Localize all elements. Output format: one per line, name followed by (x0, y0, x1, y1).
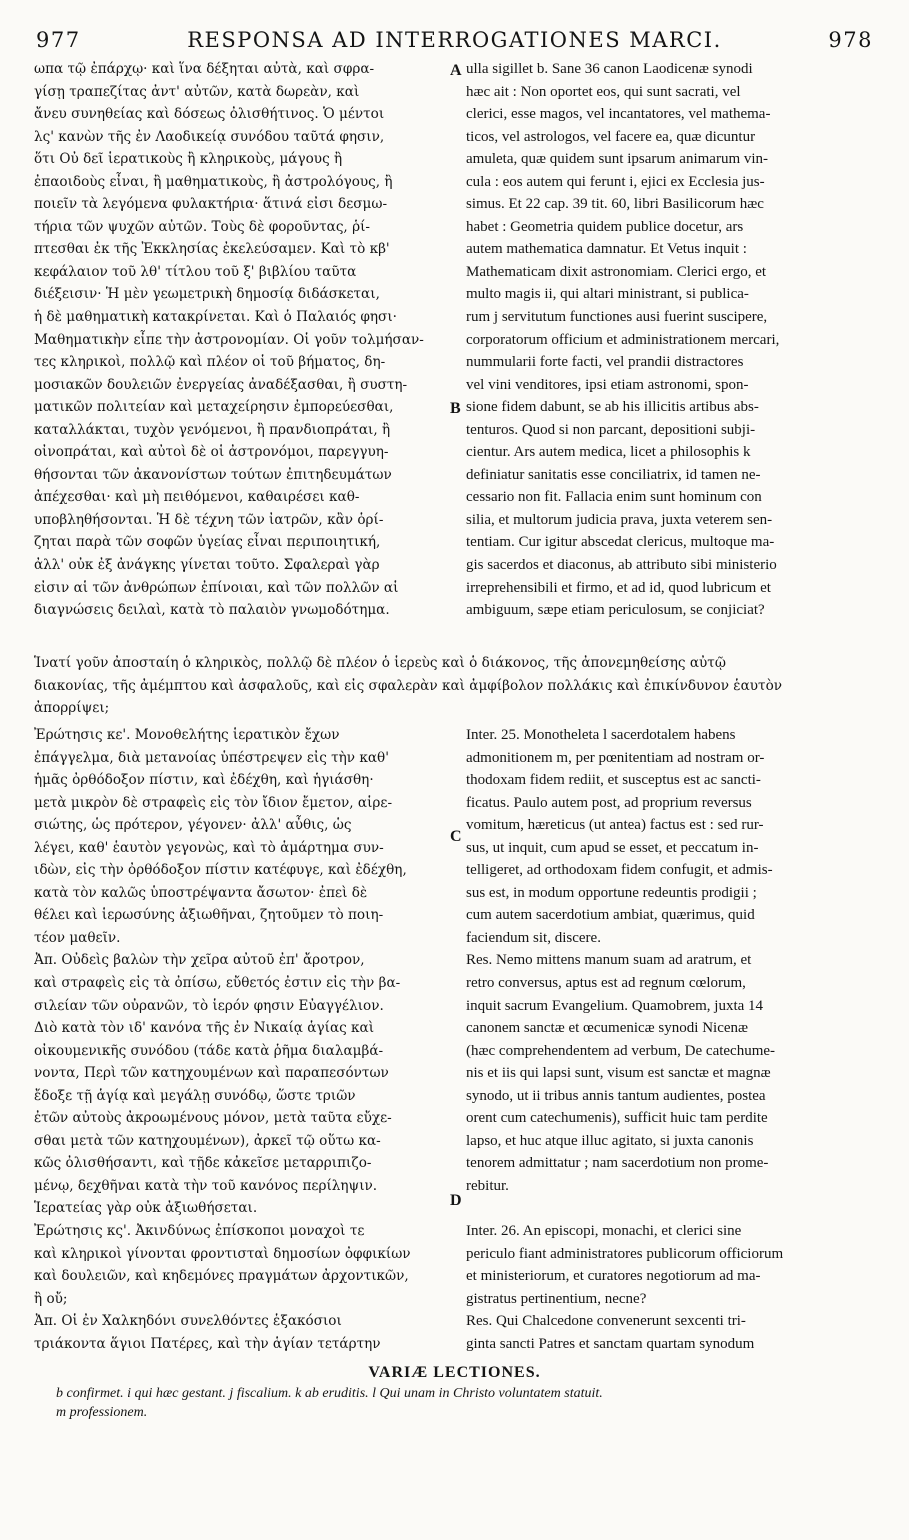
latin-text-line: canonem sanctæ et œcumenicæ synodi Nicenæ (466, 1020, 749, 1037)
variant-line: b confirmet. i qui hæc gestant. j fiscalium. k ab eruditis. l Qui unam in Christo voluntatem statuit. (56, 1386, 603, 1401)
latin-text-line: Inter. 25. Monotheleta l sacerdotalem habens (466, 727, 736, 743)
latin-text-line: inquit sacrum Evangelium. Quamobrem, juxta 14 (466, 997, 764, 1014)
greek-text-line: Ἱνατί γοῦν ἀποσταίη ὁ κληρικὸς, πολλῷ δὲ πλέον ὁ ἱερεὺς καὶ ὁ διάκονος, τῆς ἀπονεμηθείσης αὐτῷ (34, 655, 726, 671)
running-title: RESPONSA AD INTERROGATIONES MARCI. (187, 28, 722, 52)
greek-text-line: λς' κανὼν τῆς ἐν Λαοδικείᾳ συνόδου ταῦτά φησιν, (34, 128, 385, 145)
page-number-left: 977 (36, 28, 81, 52)
greek-text-line: σιώτης, ὡς πρότερον, γέγονεν· ἀλλ' αὖθις, ὡς (34, 817, 352, 834)
latin-text-line: simus. Et 22 cap. 39 tit. 60, libri Basilicorum hæc (466, 196, 764, 213)
greek-full-width-lines (34, 652, 878, 720)
greek-text-line: ἐπαοιδοὺς εἶναι, ἢ μαθηματικοὺς, ἢ ἀστρολόγους, ἢ (34, 173, 393, 190)
latin-text-line: cula : eos autem qui ferunt i, ejici ex Ecclesia jus- (466, 173, 765, 190)
latin-text-line: ficatus. Paulo autem post, ad proprium reversus (466, 794, 752, 811)
latin-text-line: lapso, et huc atque illuc agitato, si juxta canonis (466, 1132, 754, 1149)
greek-text-line: μοσιακῶν δουλειῶν ἐνεργείας ἀναδέξασθαι, ἢ συστη- (34, 376, 408, 393)
greek-text-line: Ἀπ. Οὐδεὶς βαλὼν τὴν χεῖρα αὐτοῦ ἐπ' ἄροτρον, (34, 952, 365, 969)
greek-text-line: ἐπάγγελμα, διὰ μετανοίας ὑπέστρεψεν εἰς τὴν καθ' (34, 749, 389, 766)
greek-text-line: γίσῃ τραπεζίτας ἀντ' αὐτῶν, κατὰ δωρεὰν, καὶ (34, 83, 360, 100)
latin-text-line: tenturos. Quod si non parcant, depositioni subji- (466, 421, 756, 438)
greek-text-line: ἀλλ' οὐκ ἐξ ἀνάγκης γίνεται τοῦτο. Σφαλεραὶ γὰρ (34, 557, 380, 574)
greek-text-line: ιδὼν, εἰς τὴν ὀρθόδοξον πίστιν κατέφυγε, καὶ ἐδέχθη, (34, 862, 407, 879)
latin-text-line: ulla sigillet b. Sane 36 canon Laodicenæ synodi (466, 61, 753, 77)
greek-column-top (34, 58, 450, 622)
latin-text-line: faciendum sit, discere. (466, 929, 601, 946)
greek-text-line: ἢ οὔ; (34, 1290, 68, 1307)
latin-text-line: telligeret, ad orthodoxam fidem confugit, et admis- (466, 862, 773, 879)
latin-text-line: corporatorum officium et administrationem mercari, (466, 331, 780, 348)
greek-text-line: ἀπορρίψει; (34, 700, 110, 717)
greek-text-line: μετὰ μικρὸν δὲ στραφεὶς εἰς τὸν ἴδιον ἔμετον, αἱρε- (34, 794, 393, 811)
latin-text-line: amuleta, quæ quidem sunt ipsarum animarum vin- (466, 151, 769, 168)
latin-text-line: rum j servitutum functiones ausi fuerint suscipere, (466, 309, 768, 326)
greek-text-line: σιλείαν τῶν οὐρανῶν, τὸ ἱερόν φησιν Εὐαγγέλιον. (34, 997, 384, 1014)
latin-text-line: vel vini venditores, ipsi etiam astronomi, spon- (466, 376, 749, 393)
greek-text-line: καταλλάκται, τυχὸν γενόμενοι, ἢ πρανδιοπράται, ἢ (34, 421, 391, 438)
greek-text-line: τέον μαθεῖν. (34, 929, 121, 946)
latin-text-line: cessario non fit. Fallacia enim sunt hominum con (466, 489, 762, 506)
latin-column-bottom (466, 724, 878, 1355)
greek-text-line: διαγνώσεις δειλαὶ, κατὰ τὸ παλαιὸν γνωμοδότημα. (34, 602, 390, 619)
greek-text-line: κατὰ τὸν καλῶς ὑποστρέψαντα ἄσωτον· ἐπεὶ δὲ (34, 884, 368, 901)
greek-text-line: καὶ κληρικοὶ γίνονται φροντισταὶ δημοσίων ὀφφικίων (34, 1245, 411, 1262)
latin-text-line: gistratus pertinentium, necne? (466, 1290, 647, 1307)
latin-text-line: ginta sancti Patres et sanctam quartam synodum (466, 1335, 755, 1352)
latin-text-line: multo magis ii, qui altari ministrant, si publica- (466, 286, 749, 303)
greek-text-line: Ἐρώτησις κε'. Μονοθελήτης ἱερατικὸν ἔχων (34, 727, 340, 743)
margin-marker-b: B (450, 400, 461, 417)
greek-text-line: Ἱερατείας γὰρ οὐκ ἀξιωθήσεται. (34, 1200, 258, 1217)
greek-text-line: υποβληθήσονται. Ἡ δὲ τέχνη τῶν ἰατρῶν, κἂν ὁρί- (34, 511, 384, 528)
greek-text-line: Ἀπ. Οἱ ἐν Χαλκηδόνι συνελθόντες ἑξακόσιοι (34, 1313, 342, 1330)
latin-text-line: orent cum catechumenis), sufficit huic tam perdite (466, 1110, 768, 1127)
greek-text-line: κῶς ὀλισθήσαντι, καὶ τῇδε κἀκεῖσε μεταρριπιζο- (34, 1155, 372, 1172)
latin-text-line: retro conversus, aptus est ad regnum cœlorum, (466, 975, 746, 992)
greek-text-line: οἰνοπράται, καὶ αὐτοὶ δὲ οἱ ἀστρονόμοι, παρεγγυη- (34, 444, 389, 461)
latin-column-top (466, 58, 878, 622)
greek-text-line: ἄνευ συνηθείας καὶ δόσεως ὀλισθήτινος. Ὁ μέντοι (34, 106, 385, 123)
page-header (14, 28, 895, 56)
greek-text-line: ἡμᾶς ὀρθόδοξον πίστιν, καὶ ἐδέχθη, καὶ ἡγιάσθη· (34, 772, 374, 789)
latin-text-line: thodoxam fidem rediit, et susceptus est ac sancti- (466, 772, 761, 789)
greek-text-line: Ἐρώτησις κς'. Ἀκινδύνως ἐπίσκοποι μοναχοὶ τε (34, 1223, 365, 1240)
greek-text-line: διακονίας, τῆς ἀμέμπτου καὶ ἀσφαλοῦς, καὶ εἰς σφαλερὰν καὶ ἀμφίβολον πολλάκις καὶ ἐπικίνδυνον ἑαυτὸν (34, 677, 783, 694)
latin-text-line: autem mathematica damnatur. Et Vetus inquit : (466, 241, 747, 258)
latin-text-line: tentiam. Cur igitur abscedat clericus, multoque ma- (466, 534, 775, 551)
latin-text-line: rebitur. (466, 1177, 509, 1194)
latin-text-line: tenorem admittatur ; nam sacerdotium non prome- (466, 1155, 769, 1172)
latin-text-line: sione fidem dabunt, se ab his illicitis artibus abs- (466, 399, 759, 416)
latin-text-line: habet : Geometria quidem publice docetur, ars (466, 218, 744, 235)
latin-text-line: vomitum, hæreticus (ut antea) factus est : sed rur- (466, 817, 764, 834)
latin-text-line: irreprehensibili et firmo, et ad id, quod lubricum et (466, 579, 771, 596)
latin-text-line: clerici, esse magos, vel incantatores, vel mathema- (466, 106, 771, 123)
greek-text-line: καὶ δουλειῶν, καὶ κηδεμόνες πραγμάτων ἀρχοντικῶν, (34, 1268, 409, 1285)
greek-text-line: τριάκοντα ἅγιοι Πατέρες, καὶ τὴν ἁγίαν τετάρτην (34, 1335, 381, 1352)
greek-text-line: θήσονται τῶν ἀκανονίστων τούτων ἐπιτηδευμάτων (34, 466, 392, 483)
greek-text-line: διέξεισιν· Ἡ μὲν γεωμετρικὴ δημοσίᾳ διδάσκεται, (34, 286, 380, 303)
latin-text-line: gis sacerdos et diaconus, ab attributo sibi ministerio (466, 557, 777, 574)
greek-text-line: νοντα, Περὶ τῶν κατηχουμένων καὶ παραπεσόντων (34, 1065, 389, 1082)
latin-text-line: nis et iis qui lapsi sunt, visum est sanctæ et magnæ (466, 1065, 771, 1082)
greek-text-line: ἀπέχεσθαι· καὶ μὴ πειθόμενοι, καθαιρέσει καθ- (34, 489, 360, 506)
greek-text-line: καὶ στραφεὶς εἰς τὰ ὀπίσω, εὔθετός ἐστιν εἰς τὴν βα- (34, 975, 401, 992)
greek-text-line: Μαθηματικὴν εἶπε τὴν ἀστρονομίαν. Οἱ γοῦν τολμήσαν- (34, 331, 424, 348)
greek-text-line: οἰκουμενικῆς συνόδου (τάδε κατὰ ῥῆμα διαλαμβά- (34, 1042, 384, 1059)
latin-text-line: (hæc comprehendentem ad verbum, De catechume- (466, 1042, 776, 1059)
latin-text-line: ticos, vel astrologos, vel facere ea, quæ dicuntur (466, 128, 756, 145)
greek-text-line: ζηται παρὰ τῶν σοφῶν ὑγείας εἶναι περιποιητική, (34, 534, 381, 551)
greek-column-bottom (34, 724, 450, 1355)
greek-text-line: λέγει, καθ' ἑαυτὸν γεγονὼς, καὶ τὸ ἁμάρτημα συν- (34, 839, 384, 856)
latin-text-line: sus, ut inquit, cum apud se esset, et peccatum in- (466, 839, 759, 856)
latin-text-line: admonitionem m, per pœnitentiam ad nostram or- (466, 749, 765, 766)
greek-text-line: Διὸ κατὰ τὸν ιδ' κανόνα τῆς ἐν Νικαίᾳ ἁγίας καὶ (34, 1020, 375, 1037)
latin-text-line: Inter. 26. An episcopi, monachi, et clerici sine (466, 1223, 742, 1240)
greek-text-line: ἡ δὲ μαθηματικὴ κατακρίνεται. Καὶ ὁ Παλαιός φησι· (34, 309, 397, 326)
margin-marker-a: A (450, 62, 462, 79)
greek-text-line: κεφάλαιον τοῦ λθ' τίτλου τοῦ ξ' βιβλίου ταῦτα (34, 263, 357, 280)
latin-text-line: Res. Qui Chalcedone convenerunt sexcenti tri- (466, 1313, 746, 1330)
latin-text-line: ambiguum, sæpe etiam periculosum, se conjiciat? (466, 602, 765, 619)
variae-lectiones-notes (56, 1384, 876, 1422)
greek-text-line: θέλει καὶ ἱερωσύνης ἀξιωθῆναι, ζητοῦμεν τὸ ποιη- (34, 907, 384, 924)
variant-line: m professionem. (56, 1405, 148, 1420)
greek-text-line: ωπα τῷ ἐπάρχῳ· καὶ ἵνα δέξηται αὐτὰ, καὶ σφρα- (34, 61, 375, 77)
greek-text-line: τήρια τῶν ψυχῶν αὐτῶν. Τοὺς δὲ φοροῦντας, ῥί- (34, 218, 370, 235)
latin-text-line: synodo, ut ii tribus annis tantum audientes, postea (466, 1087, 766, 1104)
latin-text-line: nummularii forte facti, vel prandii distractores (466, 354, 744, 371)
latin-text-line: periculo fiant administratores publicorum officiorum (466, 1245, 784, 1262)
latin-text-line: Res. Nemo mittens manum suam ad aratrum, et (466, 952, 752, 969)
latin-text-line: Mathematicam dixit astronomiam. Clerici ergo, et (466, 263, 767, 280)
greek-text-line: τες κληρικοὶ, πολλῷ καὶ πλέον οἱ τοῦ βήματος, δη- (34, 354, 386, 371)
latin-text-line: sus est, in modum opportune redeuntis prodigii ; (466, 884, 757, 901)
greek-text-line: ἐτῶν αὐτοὺς ἀκροωμένους μόνον, μετὰ ταῦτα εὔχε- (34, 1110, 392, 1127)
margin-marker-d: D (450, 1192, 462, 1209)
latin-text-line: definiatur sanitatis esse conciliatrix, id tamen ne- (466, 466, 761, 483)
page-number-right: 978 (828, 28, 873, 52)
greek-text-line: πτεσθαι ἐκ τῆς Ἐκκλησίας ἐκελεύσαμεν. Καὶ τὸ κβ' (34, 241, 390, 258)
variae-lectiones-heading: VARIÆ LECTIONES. (368, 1364, 541, 1381)
latin-text-line: silia, et multorum judicia prava, juxta veterem sen- (466, 511, 773, 528)
margin-marker-c: C (450, 828, 462, 845)
latin-text-line: cum autem sacerdotium ambiat, quærimus, quid (466, 907, 755, 924)
greek-text-line: ὅτι Οὐ δεῖ ἱερατικοὺς ἢ κληρικοὺς, μάγους ἢ (34, 151, 343, 168)
latin-text-line: et ministeriorum, et curatores negotiorum ad ma- (466, 1268, 761, 1285)
latin-text-line (466, 1197, 878, 1220)
greek-text-line: μένῳ, δεχθῆναι κατὰ τὴν τοῦ κανόνος περίληψιν. (34, 1177, 378, 1194)
latin-text-line: cientur. Ars autem medica, licet a philosophis k (466, 444, 751, 461)
greek-text-line: σθαι μετὰ τῶν κατηχουμένων), ἀρκεῖ τῷ οὕτω κα- (34, 1132, 381, 1149)
latin-text-line: hæc ait : Non oportet eos, qui sunt sacrati, vel (466, 83, 741, 100)
greek-text-line: ἔδοξε τῇ ἁγίᾳ καὶ μεγάλῃ συνόδῳ, ὥστε τριῶν (34, 1087, 356, 1104)
greek-text-line: εἰσιν αἱ τῶν ἀνθρώπων ἐπίνοιαι, καὶ τῶν πολλῶν αἱ (34, 579, 399, 596)
greek-text-line: ποιεῖν τὰ λεγόμενα φυλακτήρια· ἅτινά εἰσι δεσμω- (34, 196, 388, 213)
greek-text-line: ματικῶν πολιτείαν καὶ μεταχείρησιν ἐμπορεύεσθαι, (34, 399, 394, 416)
